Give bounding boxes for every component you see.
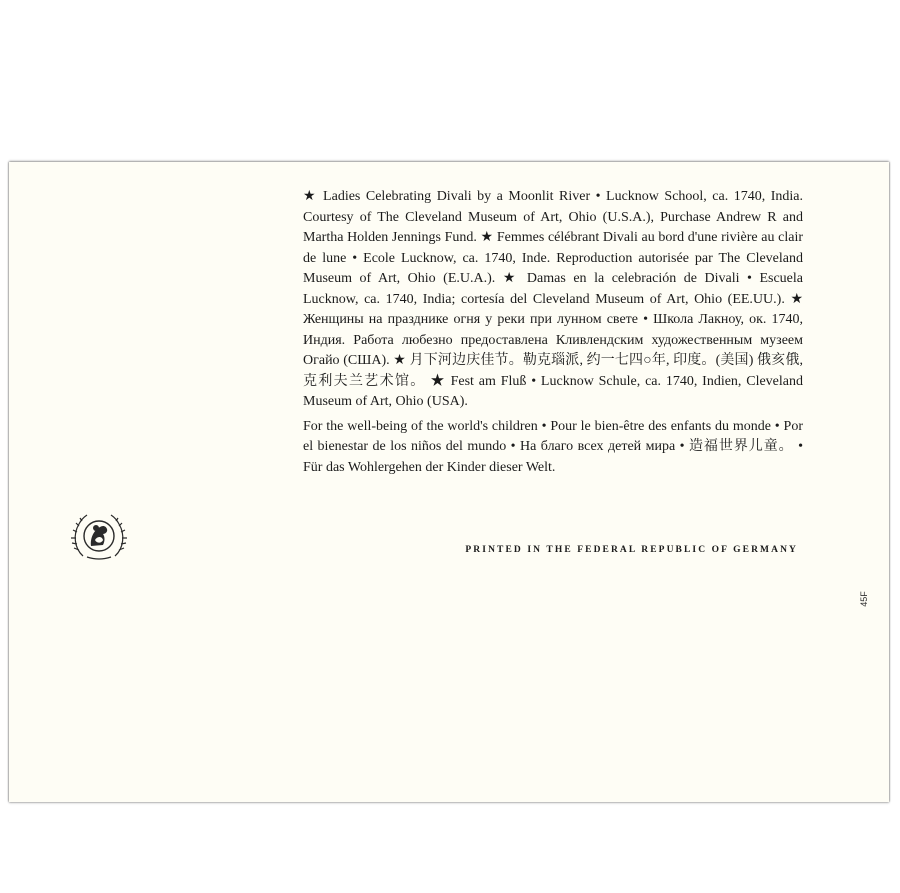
card-caption [303, 187, 803, 478]
unicef-motto-paragraph [303, 417, 803, 479]
credit-german: ★ Fest am Fluß • Lucknow Schule, ca. 1740, Indien, Cleveland Museum of Art, Ohio (USA). [303, 373, 804, 409]
credit-chinese: ★ 月下河边庆佳节。勒克瑙派, 约一七四○年, 印度。(美国) 俄亥俄, 克利夫兰艺术馆。 [303, 353, 803, 389]
artwork-credit-paragraph [303, 187, 803, 413]
credit-english: ★ Ladies Celebrating Divali by a Moonlit River • Lucknow School, ca. 1740, India. Courtesy of The Cleveland Museum of Art, Ohio (U.S.A.), Purchase Andrew R and Martha Holden Jennings Fund. [303, 189, 803, 245]
unicef-emblem-icon [69, 510, 129, 562]
credit-russian: ★ Женщины на празднике огня у реки при лунном свете • Школа Лакноу, ок. 1740, Индия. Работа любезно предоставлена Кливлендским художественным музеем Огайо (США). [303, 291, 803, 368]
printed-in-germany-note: PRINTED IN THE FEDERAL REPUBLIC OF GERMANY [465, 545, 798, 555]
unicef-motto: For the well-being of the world's children • Pour le bien-être des enfants du monde • Por el bienestar de los niños del mundo • На благо всех детей мира • 造福世界儿童。 • Für das Wohlergehen der Kinder dieser Welt. [303, 418, 803, 475]
credit-french: ★ Femmes célébrant Divali au bord d'une rivière au clair de lune • Ecole Lucknow, ca. 1740, Inde. Reproduction autorisée par The Cleveland Museum of Art, Ohio (E.U.A.). [303, 230, 804, 286]
credit-spanish: ★ Damas en la celebración de Divali • Escuela Lucknow, ca. 1740, India; cortesía del Cleveland Museum of Art, Ohio (EE.UU.). [303, 271, 803, 307]
card-code-label: 45F [859, 591, 869, 607]
